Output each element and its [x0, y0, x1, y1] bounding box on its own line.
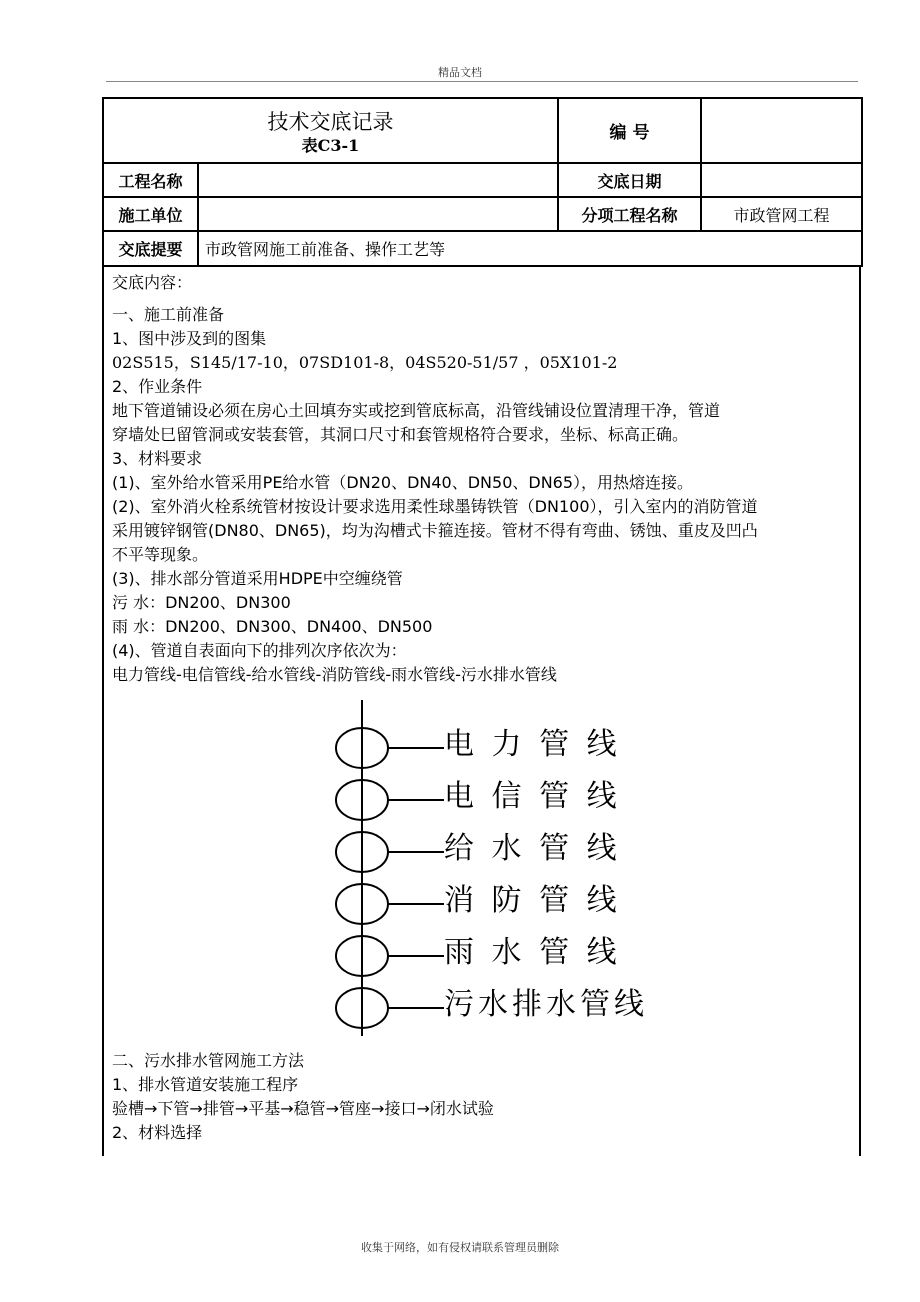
content-line: 采用镀锌钢管(DN80、DN65)，均为沟槽式卡箍连接。管材不得有弯曲、锈蚀、重皮及凹凸 [112, 521, 758, 540]
content-line: 不平等现象。 [112, 545, 209, 564]
project-name-label: 工程名称 [103, 163, 198, 197]
sub-project-value[interactable]: 市政管网工程 [701, 197, 862, 231]
technical-disclosure-form [102, 97, 863, 267]
content-line: 2、材料选择 [112, 1123, 203, 1142]
date-value[interactable] [701, 163, 862, 197]
form-title: 技术交底记录 [267, 109, 394, 134]
header-caption: 精品文档 [438, 66, 482, 79]
sub-project-label: 分项工程名称 [558, 197, 701, 231]
content-line: (3)、排水部分管道采用HDPE中空缠绕管 [112, 569, 403, 588]
pipe-label-power: 电 力 管 线 [444, 727, 621, 762]
pipe-label-fire: 消 防 管 线 [444, 883, 621, 918]
content-line: 3、材料要求 [112, 449, 203, 468]
pipe-label-rainwater: 雨 水 管 线 [444, 935, 621, 970]
number-value[interactable] [701, 98, 862, 163]
content-line: 雨 水：DN200、DN300、DN400、DN500 [112, 617, 433, 636]
footer-caption: 收集于网络，如有侵权请联系管理员删除 [361, 1241, 559, 1254]
summary-value[interactable]: 市政管网施工前准备、操作工艺等 [198, 231, 862, 266]
content-line: 电力管线-电信管线-给水管线-消防管线-雨水管线-污水排水管线 [112, 665, 557, 684]
content-line: 验槽→下管→排管→平基→稳管→管座→接口→闭水试验 [112, 1099, 494, 1118]
number-label: 编 号 [558, 98, 701, 163]
disclosure-content [102, 266, 861, 1156]
project-name-value[interactable] [198, 163, 558, 197]
content-line: 2、作业条件 [112, 377, 203, 396]
content-line: (2)、室外消火栓系统管材按设计要求选用柔性球墨铸铁管（DN100），引入室内的消防管道 [112, 497, 758, 516]
content-line: (1)、室外给水管采用PE给水管（DN20、DN40、DN50、DN65），用热熔连接。 [112, 473, 694, 492]
content-line: (4)、管道自表面向下的排列次序依次为： [112, 641, 407, 660]
contractor-label: 施工单位 [103, 197, 198, 231]
content-line: 二、污水排水管网施工方法 [112, 1051, 305, 1070]
content-line: 1、图中涉及到的图集 [112, 329, 267, 348]
contractor-value[interactable] [198, 197, 558, 231]
pipe-label-sewage: 污水排水管线 [444, 987, 648, 1022]
date-label: 交底日期 [558, 163, 701, 197]
summary-label: 交底提要 [103, 231, 198, 266]
content-line: 穿墙处巳留管洞或安装套管，其洞口尺寸和套管规格符合要求，坐标、标高正确。 [112, 425, 689, 444]
content-line: 02S515，S145/17-10，07SD101-8，04S520-51/57 ，05X101-2 [112, 353, 618, 372]
content-heading: 交底内容： [112, 273, 193, 292]
pipe-label-water-supply: 给 水 管 线 [444, 831, 621, 866]
content-line: 1、排水管道安装施工程序 [112, 1075, 299, 1094]
pipe-order-diagram [332, 698, 692, 1044]
content-line: 地下管道铺设必须在房心土回填夯实或挖到管底标高，沿管线铺设位置清理干净，管道 [112, 401, 721, 420]
content-line: 污 水：DN200、DN300 [112, 593, 291, 612]
content-line: 一、施工前准备 [112, 305, 225, 324]
header-rule [106, 81, 858, 82]
form-number-code: 表C3-1 [301, 135, 360, 155]
pipe-label-telecom: 电 信 管 线 [444, 779, 621, 814]
form-title-cell [103, 98, 558, 163]
